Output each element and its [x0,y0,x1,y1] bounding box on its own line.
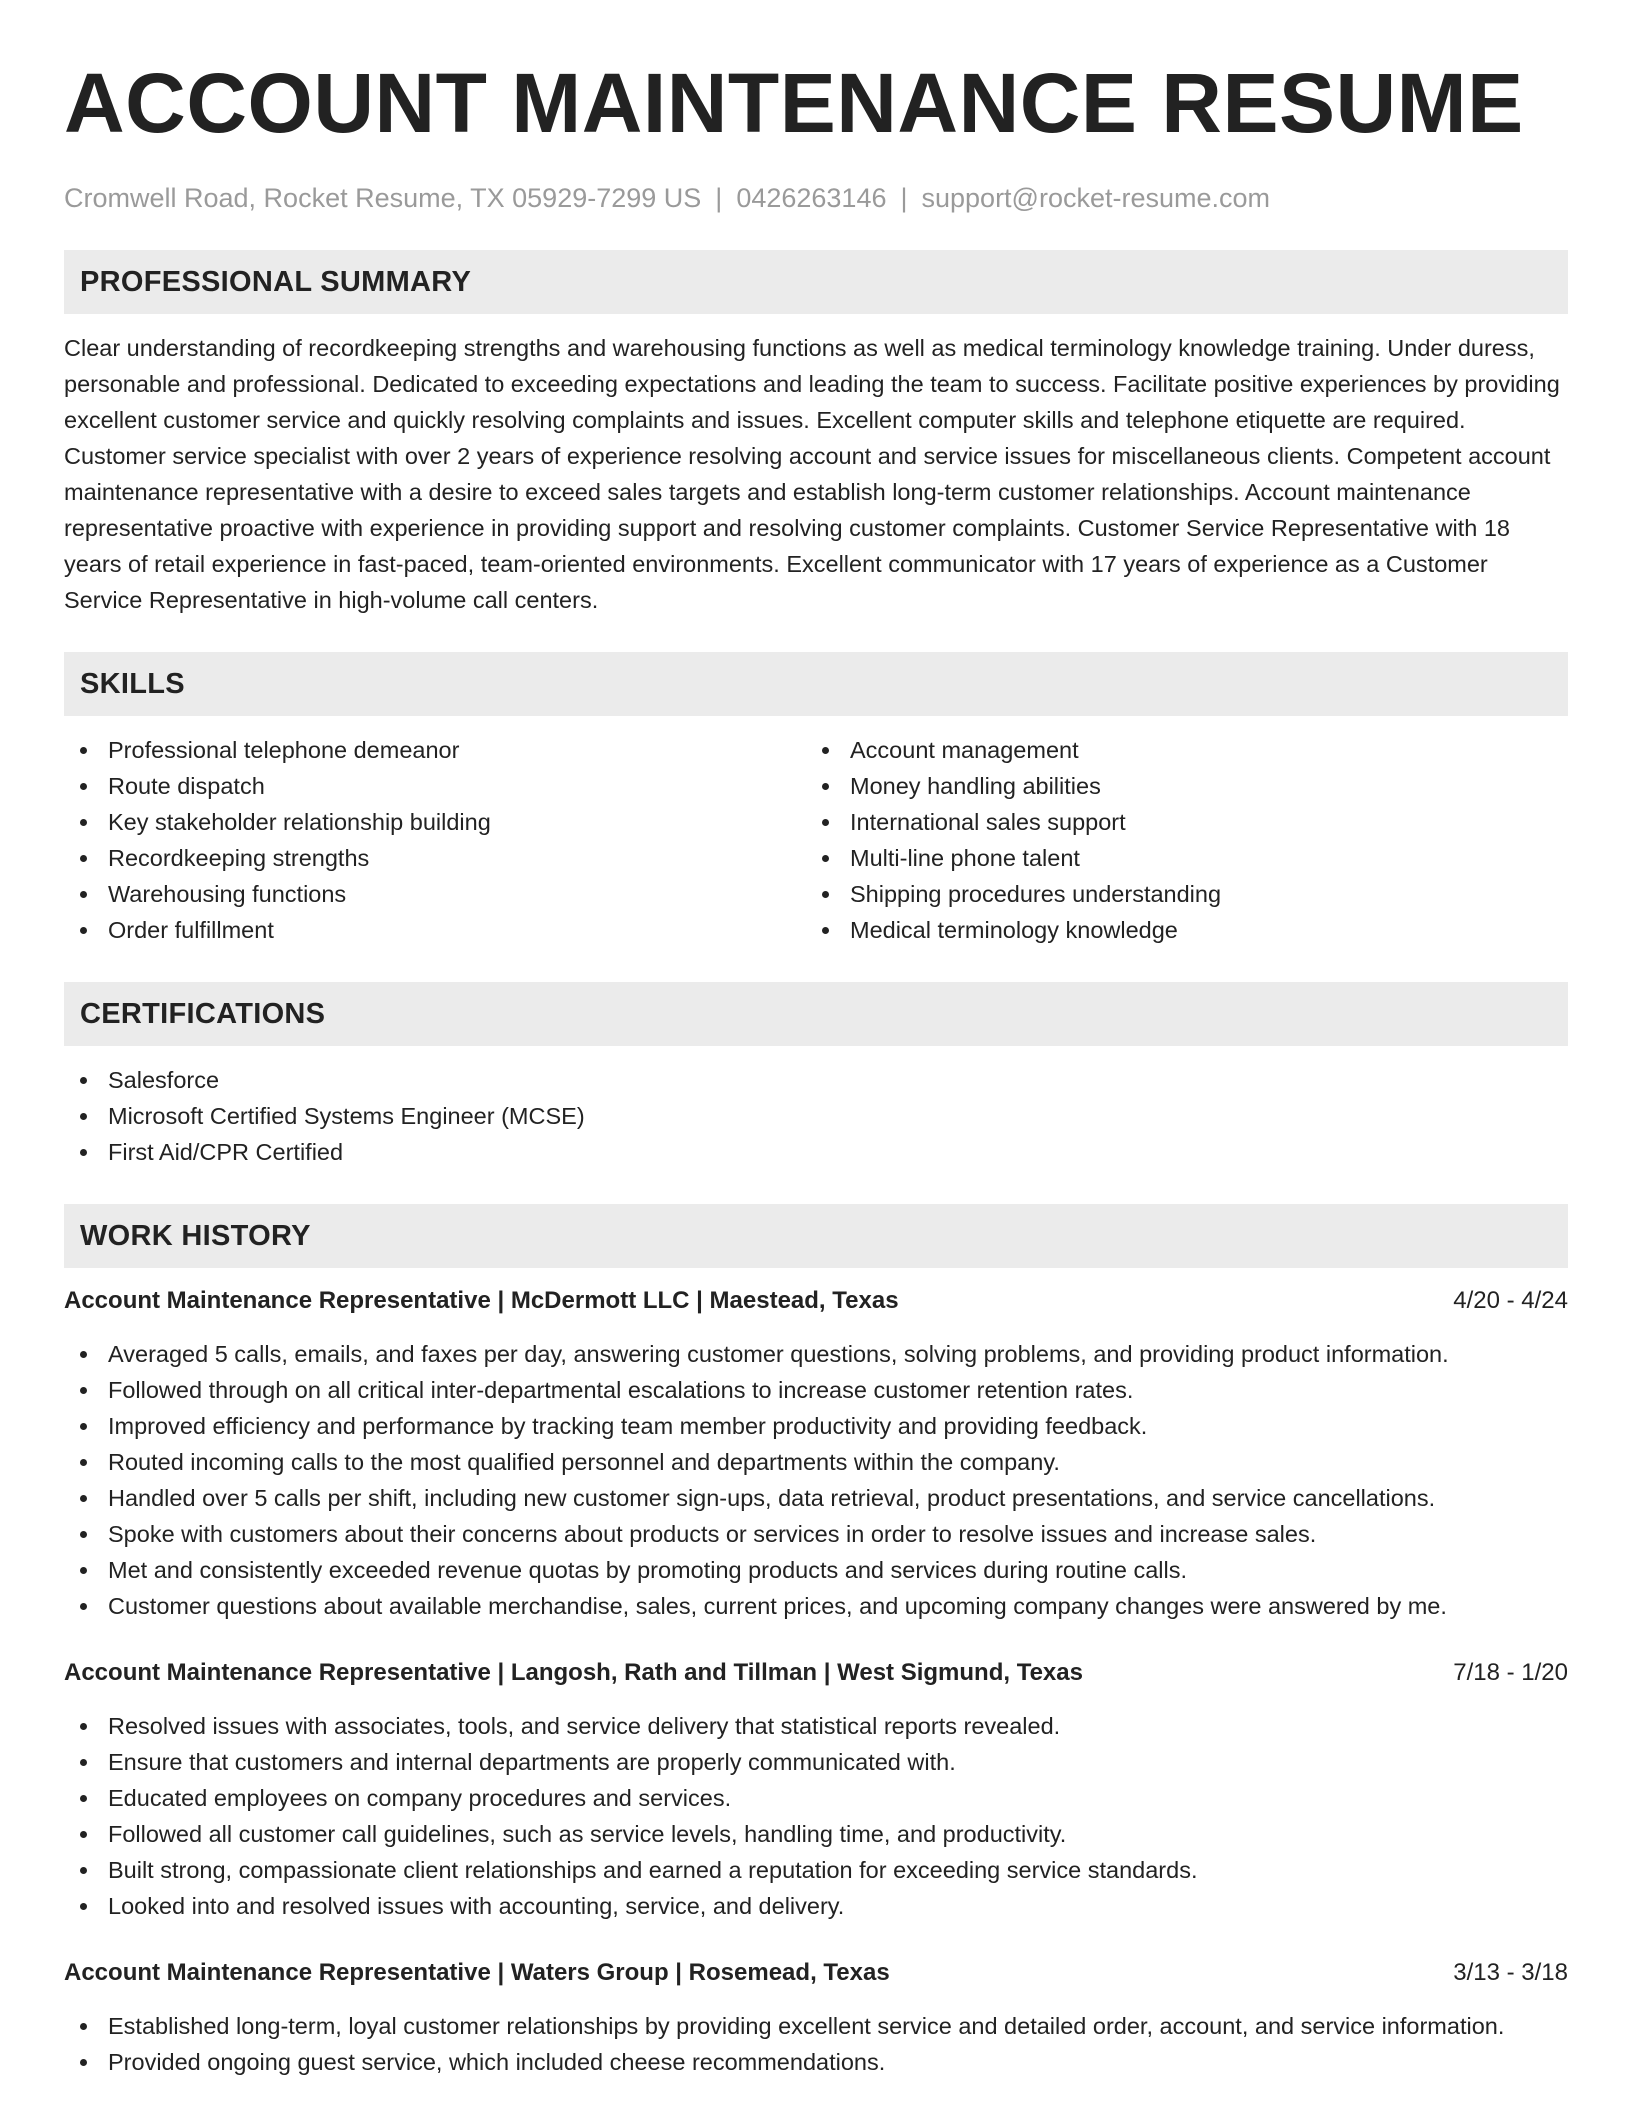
skill-item: Route dispatch [64,768,806,804]
skill-item: International sales support [806,804,1548,840]
skill-item: Shipping procedures understanding [806,876,1548,912]
summary-text: Clear understanding of recordkeeping strengths and warehousing functions as well as medical terminology knowledge training. Under duress, personable and professional. Dedicated to exceeding expectations and leading the team to success. Facilitate positive experiences by providing excellent customer service and quickly resolving complaints and issues. Excellent computer skills and telephone etiquette are required. Customer service specialist with over 2 years of experience resolving account and service issues for miscellaneous clients. Competent account maintenance representative with a desire to exceed sales targets and establish long-term customer relationships. Account maintenance representative proactive with experience in providing support and resolving customer complaints. Customer Service Representative with 18 years of retail experience in fast-paced, team-oriented environments. Excellent communicator with 17 years of experience as a Customer Service Representative in high-volume call centers. [64,335,1560,613]
contact-separator: | [715,183,723,213]
job-dates: 3/13 - 3/18 [1453,1959,1568,1986]
job-dates: 4/20 - 4/24 [1453,1287,1568,1314]
job-title: Account Maintenance Representative | McDermott LLC | Maestead, Texas [64,1287,899,1314]
contact-line [64,180,1568,216]
skill-item: Multi-line phone talent [806,840,1548,876]
contact-phone: 0426263146 [736,183,887,213]
skill-item: Order fulfillment [64,912,806,948]
skills-list-left [64,732,806,948]
job-title: Account Maintenance Representative | Waters Group | Rosemead, Texas [64,1959,890,1986]
section-heading-work-history: WORK HISTORY [64,1204,1568,1268]
job-bullet: Looked into and resolved issues with accounting, service, and delivery. [64,1888,1568,1924]
job-bullets [64,1336,1568,1624]
skill-item: Medical terminology knowledge [806,912,1548,948]
job-bullet: Routed incoming calls to the most qualified personnel and departments within the company. [64,1444,1568,1480]
resume-title: ACCOUNT MAINTENANCE RESUME [64,56,1524,150]
job-entry [64,1656,1568,1924]
job-header [64,1284,1568,1318]
job-bullets [64,1708,1568,1924]
skills-list-right [806,732,1548,948]
job-entry [64,1956,1568,2080]
job-bullet: Averaged 5 calls, emails, and faxes per day, answering customer questions, solving problems, and providing product information. [64,1336,1568,1372]
skill-item: Recordkeeping strengths [64,840,806,876]
contact-address: Cromwell Road, Rocket Resume, TX 05929-7299 US [64,183,702,213]
job-header [64,1956,1568,1990]
section-heading-summary: PROFESSIONAL SUMMARY [64,250,1568,314]
job-bullet: Handled over 5 calls per shift, including new customer sign-ups, data retrieval, product presentations, and service cancellations. [64,1480,1568,1516]
job-header [64,1656,1568,1690]
job-bullet: Followed all customer call guidelines, such as service levels, handling time, and productivity. [64,1816,1568,1852]
contact-email: support@rocket-resume.com [921,183,1271,213]
job-bullet: Ensure that customers and internal departments are properly communicated with. [64,1744,1568,1780]
job-title: Account Maintenance Representative | Langosh, Rath and Tillman | West Sigmund, Texas [64,1659,1083,1686]
job-entry [64,1284,1568,1624]
job-bullet: Established long-term, loyal customer relationships by providing excellent service and detailed order, account, and service information. [64,2008,1568,2044]
skill-item: Account management [806,732,1548,768]
certifications-list [64,1062,1568,1170]
job-bullet: Improved efficiency and performance by tracking team member productivity and providing feedback. [64,1408,1568,1444]
job-bullet: Customer questions about available merchandise, sales, current prices, and upcoming company changes were answered by me. [64,1588,1568,1624]
job-bullet: Resolved issues with associates, tools, and service delivery that statistical reports revealed. [64,1708,1568,1744]
section-heading-skills: SKILLS [64,652,1568,716]
job-bullet: Followed through on all critical inter-departmental escalations to increase customer retention rates. [64,1372,1568,1408]
certification-item: First Aid/CPR Certified [64,1134,1568,1170]
job-bullet: Educated employees on company procedures and services. [64,1780,1568,1816]
job-bullet: Met and consistently exceeded revenue quotas by promoting products and services during routine calls. [64,1552,1568,1588]
skill-item: Professional telephone demeanor [64,732,806,768]
contact-separator: | [900,183,908,213]
resume-page [64,58,1568,2080]
certification-item: Microsoft Certified Systems Engineer (MCSE) [64,1098,1568,1134]
job-bullet: Built strong, compassionate client relationships and earned a reputation for exceeding service standards. [64,1852,1568,1888]
skill-item: Warehousing functions [64,876,806,912]
job-bullets [64,2008,1568,2080]
section-heading-certifications: CERTIFICATIONS [64,982,1568,1046]
skills-grid [64,732,1568,948]
job-bullet: Provided ongoing guest service, which included cheese recommendations. [64,2044,1568,2080]
job-dates: 7/18 - 1/20 [1453,1659,1568,1686]
skill-item: Key stakeholder relationship building [64,804,806,840]
job-bullet: Spoke with customers about their concerns about products or services in order to resolve issues and increase sales. [64,1516,1568,1552]
skill-item: Money handling abilities [806,768,1548,804]
certification-item: Salesforce [64,1062,1568,1098]
